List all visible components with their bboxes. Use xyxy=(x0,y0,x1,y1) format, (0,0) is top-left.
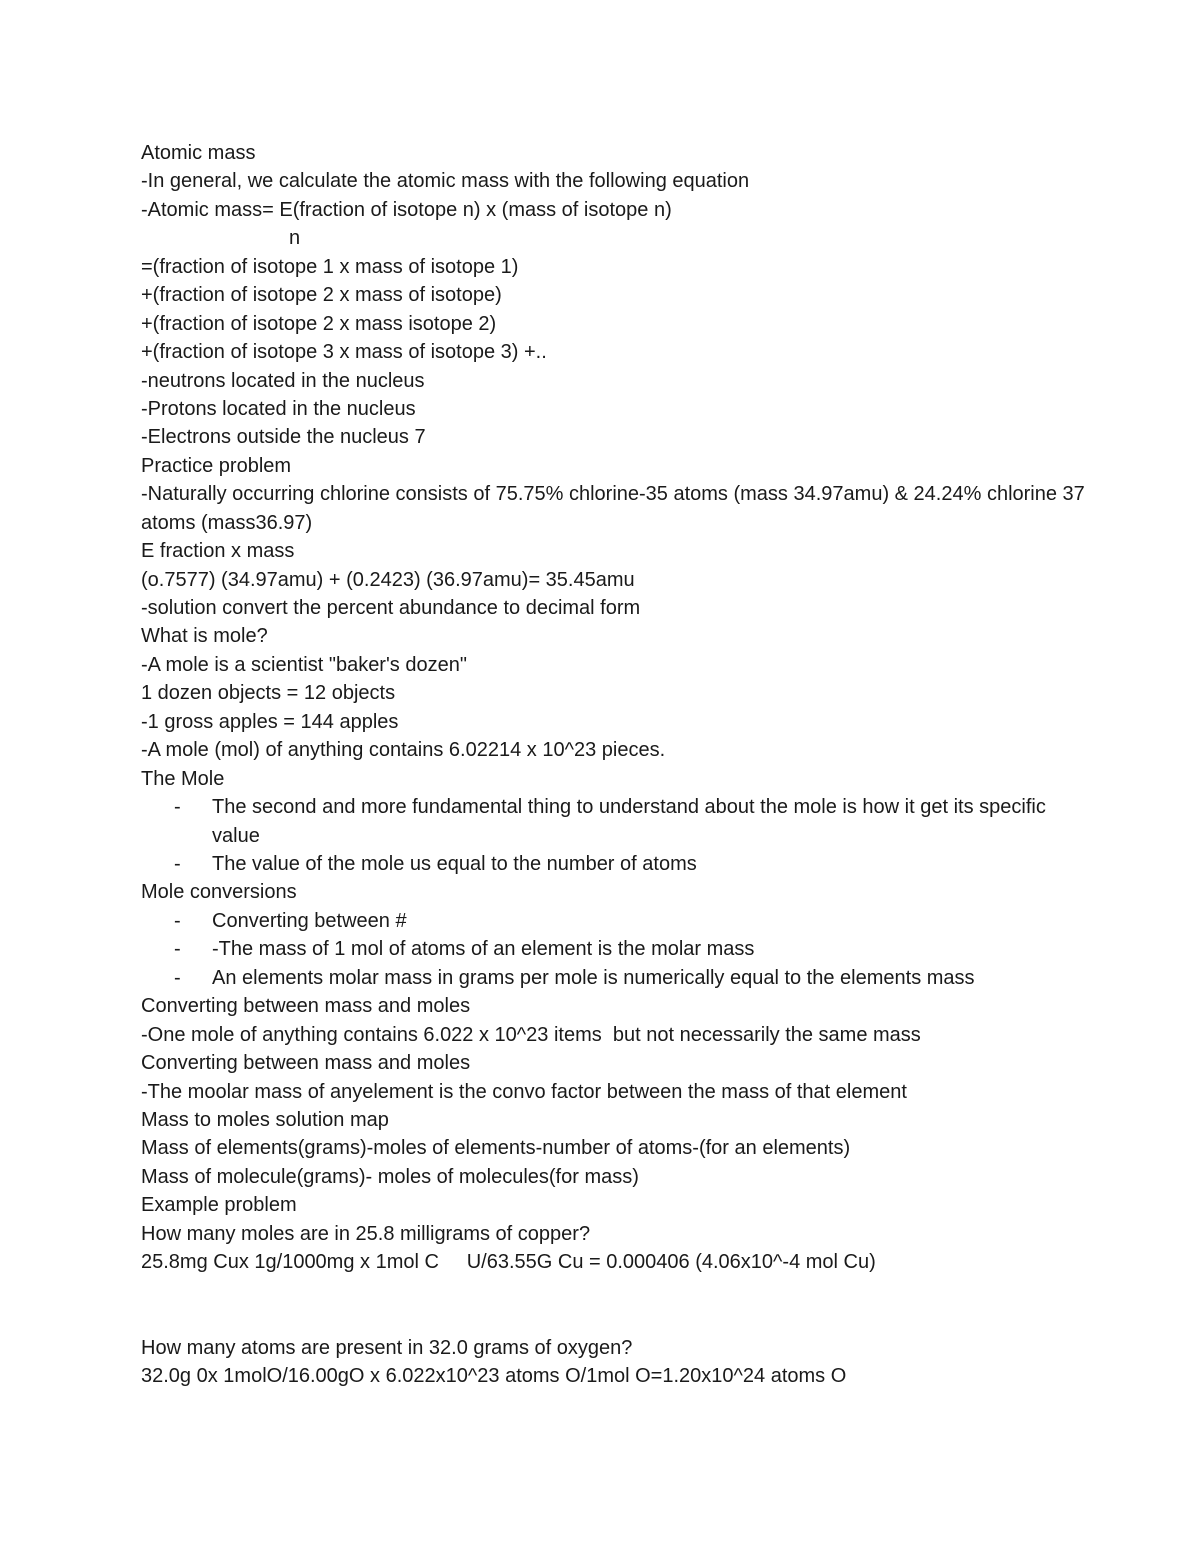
list-item-text: -The mass of 1 mol of atoms of an element is the molar mass xyxy=(212,938,755,961)
text-line: -A mole (mol) of anything contains 6.02214 x 10^23 pieces. xyxy=(141,739,666,762)
text-line: -Protons located in the nucleus xyxy=(141,397,416,420)
summation-index: n xyxy=(289,227,301,250)
text-line: -neutrons located in the nucleus xyxy=(141,369,425,392)
text-line: 1 dozen objects = 12 objects xyxy=(141,682,396,705)
text-line: (o.7577) (34.97amu) + (0.2423) (36.97amu)= 35.45amu xyxy=(141,568,635,591)
list-item-text: The value of the mole us equal to the number of atoms xyxy=(212,853,697,875)
blank-space xyxy=(141,1277,1101,1334)
heading-mole-conversions: Mole conversions xyxy=(141,881,297,904)
bullet-dash: - xyxy=(174,966,181,989)
bullet-dash: - xyxy=(174,853,181,875)
list-item-text: An elements molar mass in grams per mole is numerically equal to the elements mass xyxy=(212,966,975,989)
heading-converting-mass-moles: Converting between mass and moles xyxy=(141,995,471,1018)
text-line: +(fraction of isotope 2 x mass of isotope) xyxy=(141,284,502,307)
text-line: +(fraction of isotope 3 x mass of isotope 3) +.. xyxy=(141,341,547,364)
chlorine-problem-text: -Naturally occurring chlorine consists of 75.75% chlorine-35 atoms (mass 34.97amu) & 24.24% chlorine 37 atoms (mass36.97) xyxy=(141,483,1085,534)
conversion-bullet-list xyxy=(141,907,1101,992)
heading-practice-problem: Practice problem xyxy=(141,454,292,477)
heading-solution-map: Mass to moles solution map xyxy=(141,1109,389,1131)
text-line: -One mole of anything contains 6.022 x 10^23 items but not necessarily the same mass xyxy=(141,1023,921,1046)
list-item xyxy=(141,907,1052,935)
text-line: -1 gross apples = 144 apples xyxy=(141,710,399,733)
text-line: -The moolar mass of anyelement is the convo factor between the mass of that element xyxy=(141,1080,907,1103)
list-item xyxy=(141,935,1052,963)
text-line: Mass of elements(grams)-moles of elements-number of atoms-(for an elements) xyxy=(141,1137,851,1160)
text-line: How many moles are in 25.8 milligrams of copper? xyxy=(141,1222,591,1245)
text-line: -solution convert the percent abundance to decimal form xyxy=(141,597,641,620)
heading-the-mole: The Mole xyxy=(141,767,225,790)
heading-example-problem: Example problem xyxy=(141,1194,297,1217)
text-line: -Electrons outside the nucleus 7 xyxy=(141,426,426,449)
heading-what-is-mole: What is mole? xyxy=(141,625,268,648)
text-line: -Atomic mass= E(fraction of isotope n) x (mass of isotope n) xyxy=(141,198,672,221)
list-item-text: The second and more fundamental thing to understand about the mole is how it get its specific value xyxy=(212,796,1046,847)
text-line: Mass of molecule(grams)- moles of molecules(for mass) xyxy=(141,1165,639,1188)
text-line: +(fraction of isotope 2 x mass isotope 2) xyxy=(141,312,497,335)
list-item xyxy=(141,850,1052,878)
text-line: =(fraction of isotope 1 x mass of isotope 1) xyxy=(141,255,519,278)
list-item-text: Converting between # xyxy=(212,909,407,932)
text-line: How many atoms are present in 32.0 grams of oxygen? xyxy=(141,1336,633,1359)
bullet-dash: - xyxy=(174,796,181,819)
bullet-dash: - xyxy=(174,909,181,932)
list-item xyxy=(141,964,1052,992)
list-item xyxy=(141,793,1052,850)
text-line: -A mole is a scientist "baker's dozen" xyxy=(141,653,467,676)
bullet-dash: - xyxy=(174,938,181,961)
text-line: 32.0g 0x 1molO/16.00gO x 6.022x10^23 atoms O/1mol O=1.20x10^24 atoms O xyxy=(141,1364,847,1387)
mole-bullet-list xyxy=(141,793,1101,878)
text-line: -In general, we calculate the atomic mass with the following equation xyxy=(141,170,750,193)
heading-converting-mass-moles: Converting between mass and moles xyxy=(141,1052,471,1075)
text-line: 25.8mg Cux 1g/1000mg x 1mol C U/63.55G Cu = 0.000406 (4.06x10^-4 mol Cu) xyxy=(141,1251,876,1274)
text-line: E fraction x mass xyxy=(141,540,295,563)
heading-atomic-mass: Atomic mass xyxy=(141,142,256,164)
document-page xyxy=(141,139,1101,1390)
